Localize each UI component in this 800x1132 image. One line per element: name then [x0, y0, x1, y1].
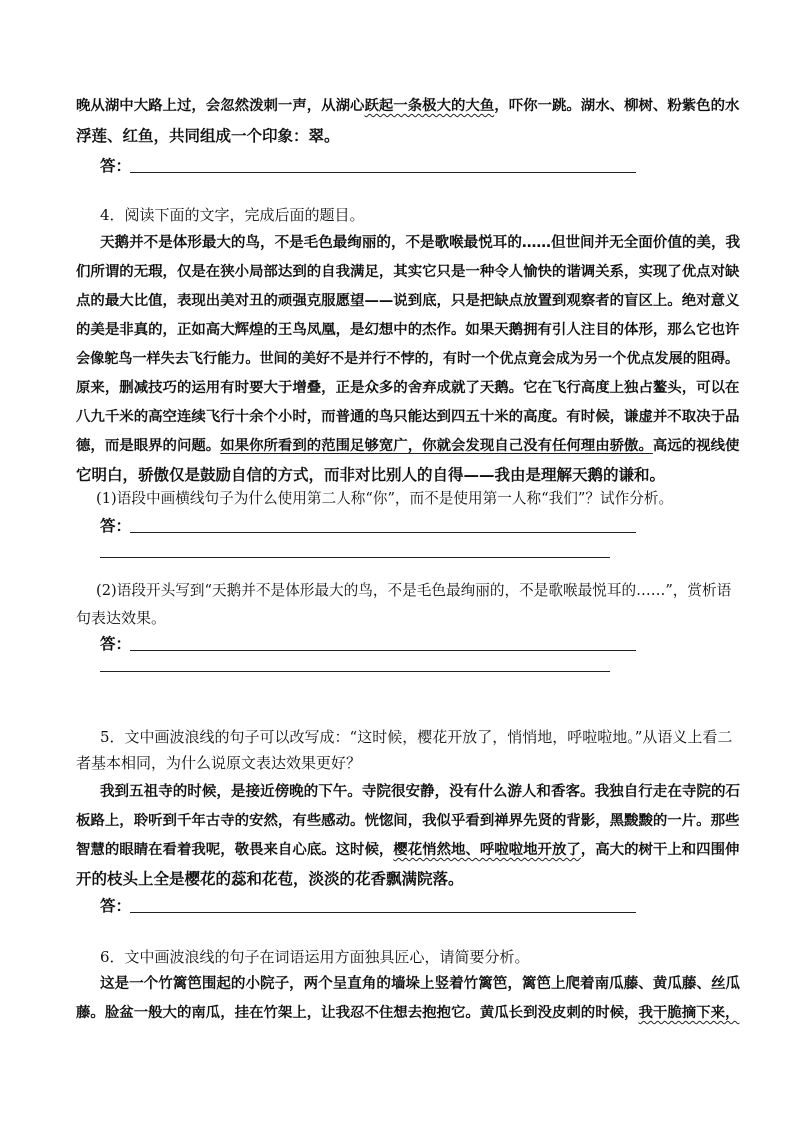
q4-sub-question-2-cont: 句表达效果。: [76, 609, 167, 627]
q4-paragraph-line: 点的最大比值，表现出美对丑的顽强克服愿望——说到底，只是把缺点放置到观察者的盲区上。绝对意义: [76, 293, 740, 309]
text-segment: 德，而是眼界的问题。: [76, 438, 221, 454]
q5-paragraph-line-3: [76, 840, 740, 860]
text-segment: 晚从湖中大路上过，会忽然泼刺一声，从湖心: [76, 98, 365, 114]
answer-label: 答：: [100, 897, 132, 915]
q6-paragraph-line: 这是一个竹篱笆围起的小院子，两个呈直角的墙垛上竖着竹篱笆，篱笆上爬着南瓜藤、黄瓜藤、丝瓜: [100, 975, 741, 992]
text-segment: 智慧的眼睛在看着我呢，敬畏来自心底。这时候，: [76, 842, 394, 858]
q5-paragraph-line: 开的枝头上全是樱花的蕊和花苞，淡淡的花香飘满院落。: [76, 870, 464, 888]
question-5-heading: 5．文中画波浪线的句子可以改写成：“这时候，樱花开放了，悄悄地，呼啦啦地。”从语义上看二: [100, 728, 733, 746]
q4-paragraph-line: 会像鸵鸟一样失去飞行能力。世间的美好不是并行不悖的，有时一个优点竟会成为另一个优点发展的阻碍。: [76, 351, 740, 367]
text-segment: 高远的视线使: [652, 438, 740, 454]
question-4-heading: 4．阅读下面的文字，完成后面的题目。: [100, 206, 365, 224]
q4-sub-question-2: (2)语段开头写到“天鹅并不是体形最大的鸟，不是毛色最绚丽的，不是歌喉最悦耳的……”，赏析语: [96, 582, 732, 599]
question-5-heading-cont: 者基本相同，为什么说原文表达效果更好？: [76, 754, 362, 772]
q4-paragraph-line: 天鹅并不是体形最大的鸟，不是毛色最绚丽的，不是歌喉最悦耳的……但世间并无全面价值的美，我: [100, 234, 741, 251]
answer-line[interactable]: [130, 172, 636, 173]
answer-line[interactable]: [100, 671, 610, 672]
question-6-heading: 6．文中画波浪线的句子在词语运用方面独具匠心，请简要分析。: [100, 948, 530, 966]
q4-paragraph-line: 的美是非真的，正如高大辉煌的王鸟凤凰，是幻想中的杰作。如果天鹅拥有引人注目的体形，那么它也许: [76, 322, 740, 338]
q5-paragraph-line: 板路上，聆听到千年古寺的安然，有些感动。恍惚间，我似乎看到禅界先贤的背影，黑黢黢的一片。那些: [76, 813, 740, 829]
answer-line[interactable]: [100, 557, 610, 558]
wavy-underlined-text: 樱花悄然地、呼啦啦地开放了: [393, 842, 581, 858]
q4-sub-question-1: (1)语段中画横线句子为什么使用第二人称“你”，而不是使用第一人称“我们”？试作分析。: [96, 490, 674, 507]
text-segment: 藤。脸盆一般大的南瓜，挂在竹架上，让我忍不住想去抱抱它。黄瓜长到没皮刺的时候，: [76, 1005, 639, 1021]
answer-label: 答：: [100, 635, 132, 653]
q4-paragraph-line: 它明白，骄傲仅是鼓励自信的方式，而非对比别人的自得——我由是理解天鹅的谦和。: [76, 466, 666, 484]
q4-paragraph-line: 原来，删减技巧的运用有时要大于增叠，正是众多的舍弃成就了天鹅。它在飞行高度上独占鳌头，可以在: [76, 380, 740, 396]
answer-line[interactable]: [130, 532, 636, 533]
q4-paragraph-line: 们所谓的无瑕，仅是在狭小局部达到的自我满足，其实它只是一种令人愉快的谐调关系，实现了优点对缺: [76, 264, 740, 280]
q5-paragraph-line: 我到五祖寺的时候，是接近傍晚的下午。寺院很安静，没有什么游人和香客。我独自行走在寺院的石: [100, 783, 741, 800]
wavy-underlined-text: 我干脆摘下来，: [638, 1005, 740, 1021]
answer-line[interactable]: [130, 912, 636, 913]
answer-label: 答：: [100, 157, 132, 175]
top-paragraph-line-1: [76, 96, 740, 116]
answer-line[interactable]: [130, 650, 636, 651]
q4-paragraph-line: 八九千米的高空连续飞行十余个小时，而普通的鸟只能达到四五十米的高度。有时候，谦虚并不取决于品: [76, 409, 740, 425]
text-segment: ，高大的树干上和四围伸: [580, 842, 740, 858]
underlined-sentence: 如果你所看到的范围足够宽广，你就会发现自己没有任何理由骄傲。: [220, 438, 653, 454]
wavy-underlined-text: 跃起一条极大的大鱼: [364, 98, 495, 114]
q4-paragraph-line-8: [76, 436, 740, 456]
answer-label: 答：: [100, 517, 132, 535]
q6-paragraph-line-2: [76, 1003, 740, 1023]
text-segment: ，吓你一跳。湖水、柳树、粉紫色的水: [494, 98, 740, 114]
top-paragraph-line-2: 浮莲、红鱼，共同组成一个印象：翠。: [76, 127, 340, 145]
